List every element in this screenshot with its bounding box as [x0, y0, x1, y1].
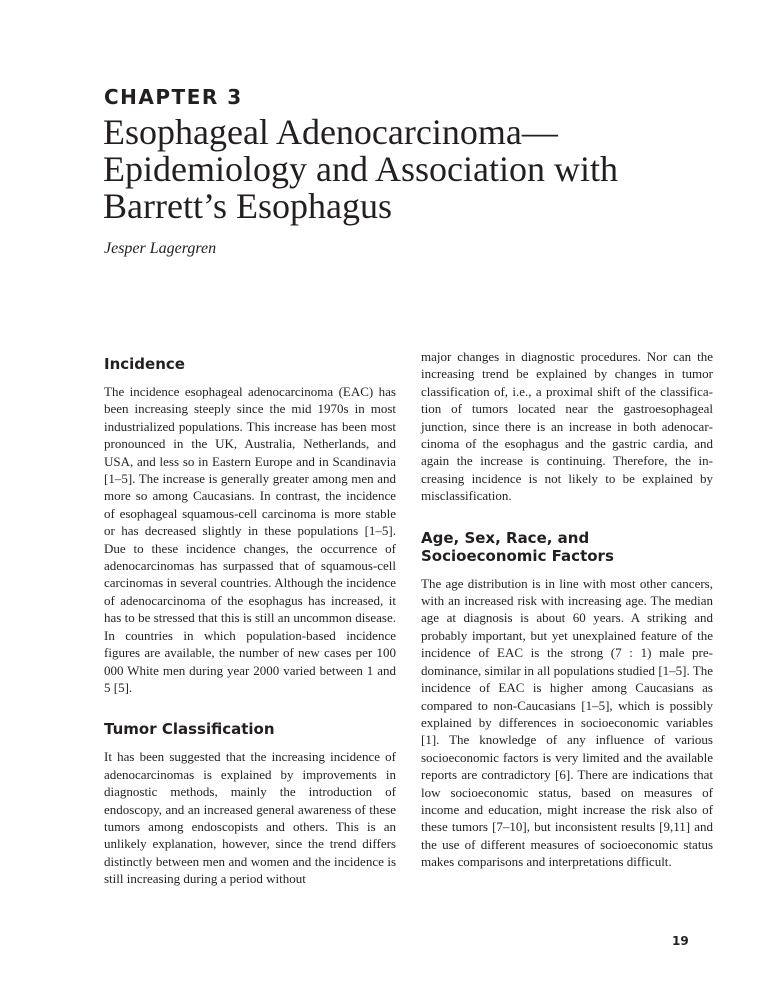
- incidence-paragraph: The incidence esophageal adenocarcinoma (EAC) has been increasing steeply since the mid 1970s in most industrialized populations. This increase has been most pronounced in the UK, Australia, Netherlands, and USA, and less so in Eastern Europe and in Scandinavia [1–5]. The increase is generally greater among men and more so among Caucasians. In contrast, the incidence of esophageal squamous-cell carcinoma is more stable or has decreased slightly in these populations [1–5]. Due to these incidence changes, the occurrence of adenocarcinomas has surpassed that of squamous-cell carcinomas in several countries. Although the incidence of adenocarcinoma of the esophagus has increased, it has to be stressed that this is still an uncommon disease. In countries in which population-based incidence figures are available, the number of new cases per 100 000 White men during year 2000 varied between 1 and 5 [5].: [104, 384, 396, 695]
- tumor-classification-paragraph: It has been suggested that the increasing incidence of adenocarcinomas is explained by improvements in diagnostic methods, mainly the introduction of endoscopy, and an increased general awareness of these tumors among endoscopists and others. This is an unlikely explanation, however, since the trend differs distinctly between men and women and the incidence is still increasing during a period without: [104, 749, 396, 887]
- age-sex-race-paragraph: The age distribution is in line with most other cancers, with an increased risk with increasing age. The median age at diagnosis is about 60 years. A striking and probably important, but yet unexplained feature of the incidence of EAC is the strong (7 : 1) male predominance, similar in all populations studied [1–5]. The incidence of EAC is higher among Caucasians as compared to non-Caucasians [1–5], which is possibly explained by differences in socioeconomic variables [1]. The knowledge of any influence of various socioeconomic factors is very limited and the available reports are contradictory [6]. There are indications that low socioeconomic status, based on measures of income and education, might increase the risk also of these tumors [7–10], but inconsistent results [9,11] and the use of different measures of socioeconomic status makes comparisons and interpretations difficult.: [421, 575, 713, 870]
- chapter-title: [103, 114, 723, 225]
- chapter-title-line: Esophageal Adenocarcinoma—: [103, 112, 558, 152]
- tumor-classification-paragraph-continued: major changes in diagnostic procedures. Nor can the increasing trend be explained by changes in tumor classification of, i.e., a proximal shift of the classification of tumors located near the gastroesophageal junction, since there is an increase in both adenocarcinoma of the esophagus and the gastric cardia, and again the increase is continuing. Therefore, the increasing incidence is not likely to be explained by misclassification.: [421, 349, 713, 504]
- page-number: 19: [672, 934, 689, 948]
- left-column: [104, 355, 396, 888]
- chapter-title-line: Epidemiology and Association with: [103, 149, 618, 189]
- section-heading-age-sex-race: [421, 529, 713, 565]
- right-column: [421, 348, 713, 871]
- chapter-label: CHAPTER 3: [104, 85, 243, 109]
- section-heading-line: Socioeconomic Factors: [421, 546, 614, 565]
- author-name: Jesper Lagergren: [104, 240, 217, 257]
- section-heading-incidence: Incidence: [104, 355, 185, 373]
- section-heading-line: Age, Sex, Race, and: [421, 528, 590, 547]
- chapter-title-line: Barrett’s Esophagus: [103, 186, 392, 226]
- section-heading-tumor-classification: Tumor Classification: [104, 720, 275, 739]
